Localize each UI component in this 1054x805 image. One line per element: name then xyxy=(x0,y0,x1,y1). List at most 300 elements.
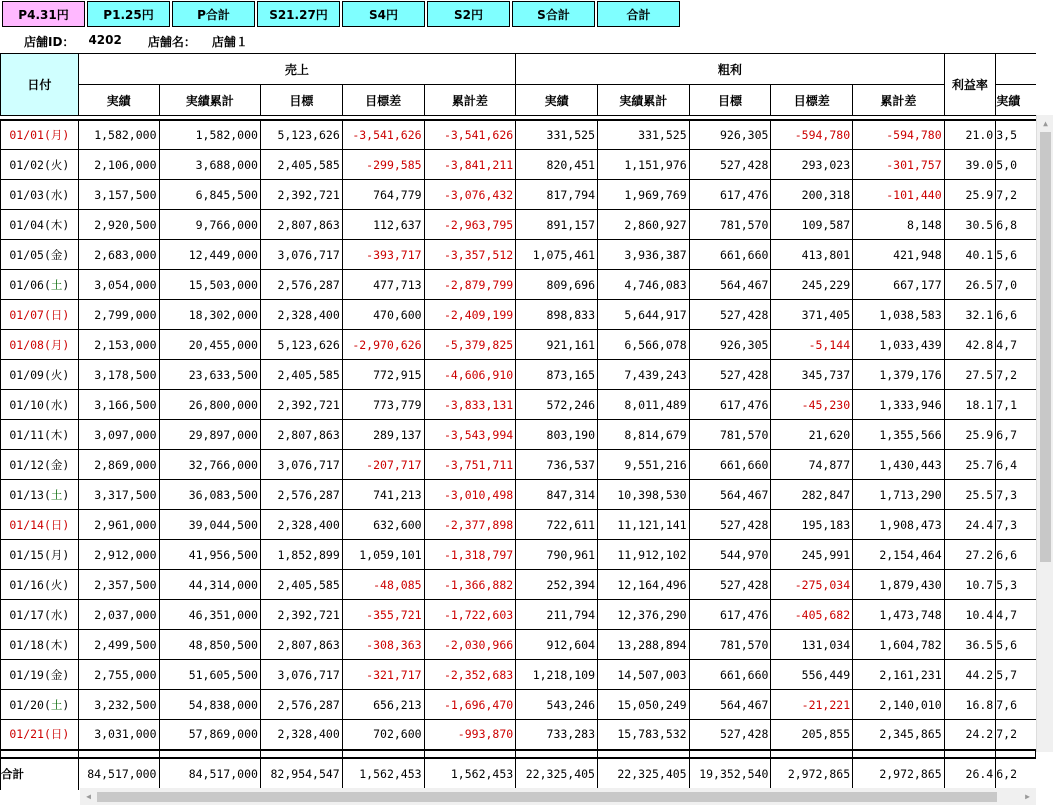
table-row xyxy=(1,240,1036,270)
cell-s-cum: 6,845,500 xyxy=(159,180,260,210)
cell-g-diff: -594,780 xyxy=(771,120,853,150)
table-row xyxy=(1,510,1036,540)
cell-s-tgt: 2,807,863 xyxy=(260,630,342,660)
cell-g-diff: 245,229 xyxy=(771,270,853,300)
subheader-7: 目標 xyxy=(689,85,771,116)
cell-s-cdiff: -3,543,994 xyxy=(424,420,516,450)
row-date: 01/04(木) xyxy=(1,210,79,240)
cell-next: 7,2 xyxy=(996,180,1036,210)
row-date: 01/20(土) xyxy=(1,690,79,720)
cell-s-act: 2,920,500 xyxy=(78,210,159,240)
cell-s-act: 3,178,500 xyxy=(78,360,159,390)
cell-s-cum: 57,869,000 xyxy=(159,720,260,750)
cell-s-cdiff: -2,879,799 xyxy=(424,270,516,300)
separator-cell xyxy=(78,750,159,758)
total-g-cdiff: 2,972,865 xyxy=(853,758,945,791)
cell-g-cum: 11,912,102 xyxy=(598,540,690,570)
row-date: 01/19(金) xyxy=(1,660,79,690)
total-rate: 26.4 xyxy=(944,758,996,791)
cell-g-tgt: 564,467 xyxy=(689,690,771,720)
total-row xyxy=(1,758,1036,791)
cell-g-act: 898,833 xyxy=(516,300,598,330)
horizontal-scroll-thumb[interactable] xyxy=(97,792,997,802)
cell-s-cum: 15,503,000 xyxy=(159,270,260,300)
cell-g-cum: 1,151,976 xyxy=(598,150,690,180)
cell-rate: 44.2 xyxy=(944,660,996,690)
cell-g-diff: 109,587 xyxy=(771,210,853,240)
cell-s-tgt: 2,576,287 xyxy=(260,690,342,720)
cell-rate: 26.5 xyxy=(944,270,996,300)
cell-s-diff: -321,717 xyxy=(342,660,424,690)
table-row xyxy=(1,480,1036,510)
cell-s-tgt: 3,076,717 xyxy=(260,450,342,480)
table-row xyxy=(1,660,1036,690)
cell-s-diff: 632,600 xyxy=(342,510,424,540)
cell-s-diff: -308,363 xyxy=(342,630,424,660)
cell-g-diff: 413,801 xyxy=(771,240,853,270)
subheader-6: 実績累計 xyxy=(598,85,690,116)
cell-g-cum: 15,050,249 xyxy=(598,690,690,720)
cell-g-tgt: 661,660 xyxy=(689,450,771,480)
cell-s-act: 2,499,500 xyxy=(78,630,159,660)
cell-rate: 21.0 xyxy=(944,120,996,150)
cell-g-cdiff: 1,333,946 xyxy=(853,390,945,420)
cell-rate: 25.9 xyxy=(944,180,996,210)
cell-g-cum: 3,936,387 xyxy=(598,240,690,270)
table-row xyxy=(1,720,1036,750)
cell-next: 7,3 xyxy=(996,480,1036,510)
cell-s-cum: 18,302,000 xyxy=(159,300,260,330)
cell-rate: 25.9 xyxy=(944,420,996,450)
cell-s-cum: 29,897,000 xyxy=(159,420,260,450)
cell-s-cum: 9,766,000 xyxy=(159,210,260,240)
scroll-right-icon[interactable]: ▶ xyxy=(1025,792,1030,801)
total-g-act: 22,325,405 xyxy=(516,758,598,791)
cell-g-diff: 293,023 xyxy=(771,150,853,180)
horizontal-scrollbar[interactable] xyxy=(80,788,1036,805)
cell-g-cdiff: 2,140,010 xyxy=(853,690,945,720)
cell-g-cum: 7,439,243 xyxy=(598,360,690,390)
cell-g-tgt: 781,570 xyxy=(689,630,771,660)
table-row xyxy=(1,120,1036,150)
cell-g-tgt: 617,476 xyxy=(689,600,771,630)
header-date: 日付 xyxy=(1,54,79,116)
cell-s-act: 1,582,000 xyxy=(78,120,159,150)
separator-cell xyxy=(771,750,853,758)
cell-g-cdiff: 1,473,748 xyxy=(853,600,945,630)
cell-s-cum: 12,449,000 xyxy=(159,240,260,270)
cell-s-tgt: 2,807,863 xyxy=(260,420,342,450)
separator-cell xyxy=(853,750,945,758)
cell-next: 7,6 xyxy=(996,690,1036,720)
vertical-scrollbar[interactable] xyxy=(1036,115,1053,752)
cell-g-cdiff: 2,154,464 xyxy=(853,540,945,570)
cell-s-cum: 44,314,000 xyxy=(159,570,260,600)
cell-s-diff: -48,085 xyxy=(342,570,424,600)
data-grid xyxy=(0,53,1036,790)
cell-g-act: 847,314 xyxy=(516,480,598,510)
cell-g-act: 736,537 xyxy=(516,450,598,480)
cell-s-cdiff: -1,366,882 xyxy=(424,570,516,600)
store-id-value: 4202 xyxy=(88,33,122,47)
cell-s-diff: 112,637 xyxy=(342,210,424,240)
cell-s-act: 3,031,000 xyxy=(78,720,159,750)
cell-g-act: 1,075,461 xyxy=(516,240,598,270)
cell-s-cdiff: -5,379,825 xyxy=(424,330,516,360)
cell-g-cum: 6,566,078 xyxy=(598,330,690,360)
cell-g-cdiff: 1,379,176 xyxy=(853,360,945,390)
cell-next: 6,6 xyxy=(996,300,1036,330)
cell-s-diff: 470,600 xyxy=(342,300,424,330)
cell-g-diff: -275,034 xyxy=(771,570,853,600)
cell-rate: 36.5 xyxy=(944,630,996,660)
cell-s-cdiff: -3,357,512 xyxy=(424,240,516,270)
cell-next: 5,0 xyxy=(996,150,1036,180)
tab-5[interactable]: S2円 xyxy=(427,1,510,27)
cell-g-diff: 282,847 xyxy=(771,480,853,510)
cell-s-cdiff: -2,963,795 xyxy=(424,210,516,240)
cell-g-act: 252,394 xyxy=(516,570,598,600)
cell-rate: 40.1 xyxy=(944,240,996,270)
cell-next: 5,6 xyxy=(996,630,1036,660)
cell-s-act: 2,153,000 xyxy=(78,330,159,360)
cell-g-diff: 371,405 xyxy=(771,300,853,330)
header-next-group xyxy=(996,54,1036,85)
store-name-label: 店舗名： xyxy=(147,35,196,49)
cell-rate: 27.2 xyxy=(944,540,996,570)
cell-s-act: 3,317,500 xyxy=(78,480,159,510)
cell-s-cdiff: -1,696,470 xyxy=(424,690,516,720)
cell-rate: 25.5 xyxy=(944,480,996,510)
cell-s-tgt: 3,076,717 xyxy=(260,660,342,690)
total-s-cum: 84,517,000 xyxy=(159,758,260,791)
cell-s-cum: 39,044,500 xyxy=(159,510,260,540)
store-info xyxy=(24,33,248,50)
cell-g-cum: 13,288,894 xyxy=(598,630,690,660)
scroll-left-icon[interactable]: ◀ xyxy=(86,792,91,801)
cell-g-cum: 1,969,769 xyxy=(598,180,690,210)
cell-g-tgt: 926,305 xyxy=(689,120,771,150)
cell-g-cum: 11,121,141 xyxy=(598,510,690,540)
cell-g-act: 820,451 xyxy=(516,150,598,180)
cell-rate: 18.1 xyxy=(944,390,996,420)
cell-rate: 10.4 xyxy=(944,600,996,630)
cell-g-act: 211,794 xyxy=(516,600,598,630)
cell-next: 7,2 xyxy=(996,720,1036,750)
table-row xyxy=(1,330,1036,360)
store-id-label: 店舗ID： xyxy=(24,35,75,49)
cell-s-tgt: 2,328,400 xyxy=(260,720,342,750)
cell-g-cum: 331,525 xyxy=(598,120,690,150)
cell-s-cdiff: -2,377,898 xyxy=(424,510,516,540)
cell-s-tgt: 2,405,585 xyxy=(260,150,342,180)
cell-g-act: 921,161 xyxy=(516,330,598,360)
row-date: 01/11(木) xyxy=(1,420,79,450)
cell-next: 5,3 xyxy=(996,570,1036,600)
cell-g-tgt: 544,970 xyxy=(689,540,771,570)
cell-g-tgt: 527,428 xyxy=(689,570,771,600)
subheader-4: 累計差 xyxy=(424,85,516,116)
cell-g-cdiff: 1,033,439 xyxy=(853,330,945,360)
subheader-3: 目標差 xyxy=(342,85,424,116)
cell-rate: 39.0 xyxy=(944,150,996,180)
cell-s-diff: -3,541,626 xyxy=(342,120,424,150)
separator-cell xyxy=(598,750,690,758)
separator-cell xyxy=(1,750,79,758)
cell-g-act: 1,218,109 xyxy=(516,660,598,690)
cell-next: 5,7 xyxy=(996,660,1036,690)
row-date: 01/09(火) xyxy=(1,360,79,390)
cell-g-tgt: 527,428 xyxy=(689,510,771,540)
cell-g-tgt: 564,467 xyxy=(689,480,771,510)
cell-s-cum: 54,838,000 xyxy=(159,690,260,720)
scroll-up-icon[interactable]: ▲ xyxy=(1043,119,1048,128)
cell-g-act: 722,611 xyxy=(516,510,598,540)
cell-g-tgt: 527,428 xyxy=(689,720,771,750)
subheader-9: 累計差 xyxy=(853,85,945,116)
total-s-tgt: 82,954,547 xyxy=(260,758,342,791)
cell-g-tgt: 527,428 xyxy=(689,150,771,180)
cell-g-cdiff: 1,713,290 xyxy=(853,480,945,510)
cell-g-cum: 2,860,927 xyxy=(598,210,690,240)
cell-s-diff: 289,137 xyxy=(342,420,424,450)
cell-g-act: 803,190 xyxy=(516,420,598,450)
cell-g-cum: 5,644,917 xyxy=(598,300,690,330)
cell-g-act: 331,525 xyxy=(516,120,598,150)
cell-s-cdiff: -2,409,199 xyxy=(424,300,516,330)
row-date: 01/01(月) xyxy=(1,120,79,150)
cell-s-diff: -393,717 xyxy=(342,240,424,270)
table-row xyxy=(1,630,1036,660)
cell-g-cum: 4,746,083 xyxy=(598,270,690,300)
cell-s-tgt: 2,405,585 xyxy=(260,360,342,390)
cell-g-tgt: 661,660 xyxy=(689,240,771,270)
subheader-5: 実績 xyxy=(516,85,598,116)
separator-cell xyxy=(996,750,1036,758)
cell-s-act: 2,683,000 xyxy=(78,240,159,270)
header-gross-profit-group: 粗利 xyxy=(516,54,944,85)
separator-cell xyxy=(516,750,598,758)
cell-g-cdiff: 1,908,473 xyxy=(853,510,945,540)
cell-rate: 30.5 xyxy=(944,210,996,240)
row-date: 01/21(日) xyxy=(1,720,79,750)
cell-g-diff: -21,221 xyxy=(771,690,853,720)
cell-g-cum: 10,398,530 xyxy=(598,480,690,510)
cell-s-act: 2,961,000 xyxy=(78,510,159,540)
cell-s-diff: 477,713 xyxy=(342,270,424,300)
cell-g-act: 873,165 xyxy=(516,360,598,390)
cell-s-diff: 1,059,101 xyxy=(342,540,424,570)
cell-g-diff: -45,230 xyxy=(771,390,853,420)
cell-g-diff: 200,318 xyxy=(771,180,853,210)
cell-next: 7,1 xyxy=(996,390,1036,420)
cell-s-tgt: 2,328,400 xyxy=(260,300,342,330)
cell-s-cdiff: -1,318,797 xyxy=(424,540,516,570)
cell-s-cdiff: -3,541,626 xyxy=(424,120,516,150)
table-row xyxy=(1,150,1036,180)
cell-g-cum: 12,164,496 xyxy=(598,570,690,600)
row-date: 01/13(土) xyxy=(1,480,79,510)
cell-s-diff: -207,717 xyxy=(342,450,424,480)
cell-s-cdiff: -993,870 xyxy=(424,720,516,750)
cell-g-cum: 8,011,489 xyxy=(598,390,690,420)
cell-s-cdiff: -3,841,211 xyxy=(424,150,516,180)
table-row xyxy=(1,570,1036,600)
cell-s-cum: 20,455,000 xyxy=(159,330,260,360)
cell-s-cum: 23,633,500 xyxy=(159,360,260,390)
cell-g-cdiff: -594,780 xyxy=(853,120,945,150)
total-g-cum: 22,325,405 xyxy=(598,758,690,791)
cell-s-tgt: 5,123,626 xyxy=(260,330,342,360)
tab-6[interactable]: S合計 xyxy=(512,1,595,27)
cell-g-act: 912,604 xyxy=(516,630,598,660)
table-row xyxy=(1,450,1036,480)
total-s-diff: 1,562,453 xyxy=(342,758,424,791)
cell-s-cum: 48,850,500 xyxy=(159,630,260,660)
row-date: 01/07(日) xyxy=(1,300,79,330)
row-date: 01/05(金) xyxy=(1,240,79,270)
tab-3[interactable]: S21.27円 xyxy=(257,1,340,27)
total-g-diff: 2,972,865 xyxy=(771,758,853,791)
cell-g-act: 790,961 xyxy=(516,540,598,570)
total-next: 6,2 xyxy=(996,758,1036,791)
total-label: 合計 xyxy=(1,758,79,791)
cell-g-diff: 195,183 xyxy=(771,510,853,540)
cell-g-cdiff: 1,355,566 xyxy=(853,420,945,450)
cell-g-diff: 21,620 xyxy=(771,420,853,450)
cell-s-act: 2,106,000 xyxy=(78,150,159,180)
cell-s-tgt: 2,392,721 xyxy=(260,390,342,420)
cell-g-cum: 14,507,003 xyxy=(598,660,690,690)
cell-s-act: 3,232,500 xyxy=(78,690,159,720)
cell-s-tgt: 3,076,717 xyxy=(260,240,342,270)
cell-s-diff: -355,721 xyxy=(342,600,424,630)
cell-s-diff: 702,600 xyxy=(342,720,424,750)
cell-g-diff: 245,991 xyxy=(771,540,853,570)
cell-s-act: 3,054,000 xyxy=(78,270,159,300)
cell-next: 7,0 xyxy=(996,270,1036,300)
cell-s-tgt: 2,392,721 xyxy=(260,600,342,630)
cell-s-cum: 51,605,500 xyxy=(159,660,260,690)
subheader-next: 実績 xyxy=(996,85,1036,116)
cell-s-diff: -2,970,626 xyxy=(342,330,424,360)
header-profit-rate: 利益率 xyxy=(944,54,996,116)
cell-rate: 42.8 xyxy=(944,330,996,360)
cell-s-tgt: 2,392,721 xyxy=(260,180,342,210)
total-s-act: 84,517,000 xyxy=(78,758,159,791)
cell-g-cdiff: 2,345,865 xyxy=(853,720,945,750)
cell-next: 6,8 xyxy=(996,210,1036,240)
cell-next: 4,7 xyxy=(996,600,1036,630)
cell-next: 3,5 xyxy=(996,120,1036,150)
cell-g-act: 809,696 xyxy=(516,270,598,300)
cell-s-diff: 764,779 xyxy=(342,180,424,210)
cell-g-act: 572,246 xyxy=(516,390,598,420)
cell-g-cdiff: 1,038,583 xyxy=(853,300,945,330)
cell-s-act: 2,037,000 xyxy=(78,600,159,630)
store-name-value: 店舗１ xyxy=(211,35,248,49)
cell-g-cum: 15,783,532 xyxy=(598,720,690,750)
vertical-scroll-thumb[interactable] xyxy=(1040,132,1051,562)
total-g-tgt: 19,352,540 xyxy=(689,758,771,791)
cell-g-tgt: 527,428 xyxy=(689,300,771,330)
cell-s-diff: 773,779 xyxy=(342,390,424,420)
cell-next: 6,6 xyxy=(996,540,1036,570)
cell-g-cdiff: 2,161,231 xyxy=(853,660,945,690)
cell-s-cdiff: -1,722,603 xyxy=(424,600,516,630)
cell-s-cdiff: -3,833,131 xyxy=(424,390,516,420)
tab-2[interactable]: P合計 xyxy=(172,1,255,27)
cell-s-cum: 41,956,500 xyxy=(159,540,260,570)
cell-next: 7,2 xyxy=(996,360,1036,390)
cell-g-diff: 556,449 xyxy=(771,660,853,690)
separator-cell xyxy=(342,750,424,758)
cell-s-diff: 741,213 xyxy=(342,480,424,510)
cell-s-cdiff: -3,751,711 xyxy=(424,450,516,480)
cell-s-act: 3,097,000 xyxy=(78,420,159,450)
cell-s-cum: 32,766,000 xyxy=(159,450,260,480)
cell-g-tgt: 661,660 xyxy=(689,660,771,690)
cell-s-cum: 26,800,000 xyxy=(159,390,260,420)
table-row xyxy=(1,690,1036,720)
cell-rate: 32.1 xyxy=(944,300,996,330)
cell-s-diff: 772,915 xyxy=(342,360,424,390)
table-row xyxy=(1,300,1036,330)
cell-g-tgt: 564,467 xyxy=(689,270,771,300)
cell-g-cdiff: 1,879,430 xyxy=(853,570,945,600)
cell-g-act: 817,794 xyxy=(516,180,598,210)
row-date: 01/03(水) xyxy=(1,180,79,210)
row-date: 01/06(土) xyxy=(1,270,79,300)
tab-0[interactable]: P4.31円 xyxy=(2,1,85,27)
separator-cell xyxy=(424,750,516,758)
subheader-2: 目標 xyxy=(260,85,342,116)
cell-s-diff: -299,585 xyxy=(342,150,424,180)
cell-g-cdiff: -101,440 xyxy=(853,180,945,210)
cell-s-cdiff: -4,606,910 xyxy=(424,360,516,390)
cell-g-cdiff: 1,430,443 xyxy=(853,450,945,480)
cell-g-cum: 12,376,290 xyxy=(598,600,690,630)
cell-g-diff: 345,737 xyxy=(771,360,853,390)
cell-s-act: 3,166,500 xyxy=(78,390,159,420)
table-row xyxy=(1,540,1036,570)
cell-g-diff: -405,682 xyxy=(771,600,853,630)
tab-1[interactable]: P1.25円 xyxy=(87,1,170,27)
cell-g-tgt: 527,428 xyxy=(689,360,771,390)
table-row xyxy=(1,600,1036,630)
cell-next: 4,7 xyxy=(996,330,1036,360)
cell-rate: 16.8 xyxy=(944,690,996,720)
row-date: 01/08(月) xyxy=(1,330,79,360)
cell-s-act: 2,755,000 xyxy=(78,660,159,690)
cell-g-diff: -5,144 xyxy=(771,330,853,360)
separator-cell xyxy=(689,750,771,758)
row-date: 01/10(水) xyxy=(1,390,79,420)
cell-g-cum: 8,814,679 xyxy=(598,420,690,450)
row-date: 01/17(水) xyxy=(1,600,79,630)
cell-g-cdiff: 421,948 xyxy=(853,240,945,270)
cell-g-cum: 9,551,216 xyxy=(598,450,690,480)
tab-7[interactable]: 合計 xyxy=(597,1,680,27)
cell-g-cdiff: 8,148 xyxy=(853,210,945,240)
tab-4[interactable]: S4円 xyxy=(342,1,425,27)
cell-g-tgt: 781,570 xyxy=(689,420,771,450)
total-separator xyxy=(1,750,1036,758)
cell-s-act: 3,157,500 xyxy=(78,180,159,210)
cell-rate: 24.2 xyxy=(944,720,996,750)
cell-rate: 24.4 xyxy=(944,510,996,540)
cell-g-tgt: 781,570 xyxy=(689,210,771,240)
